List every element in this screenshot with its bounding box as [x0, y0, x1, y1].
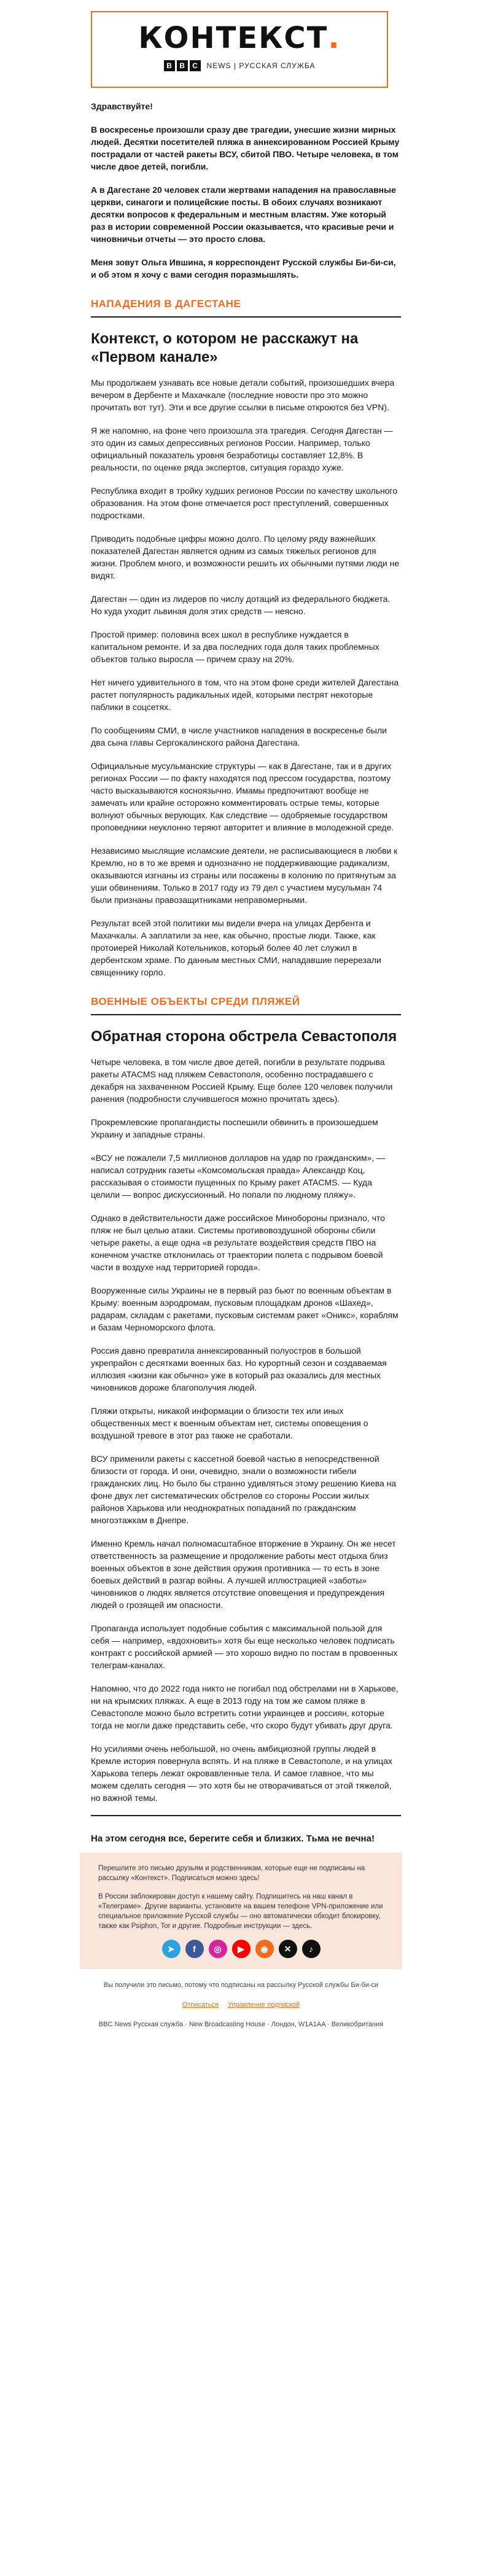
- article-paragraph: Республика входит в тройку худших регионов России по качеству школьного образования. На этом фоне отмечается рост преступлений, совершенных подростками.: [91, 486, 398, 520]
- divider: [91, 316, 401, 318]
- article-paragraph: Пляжи открыты, никакой информации о близости тех или иных общественных мест к военным объектам нет, системы оповещения о воздушной тревоге в этот раз также не сработали.: [91, 1406, 368, 1440]
- bbc-service-line: [92, 60, 387, 71]
- article-paragraph: Прокремлевские пропагандисты поспешили обвинить в произошедшем Украину и западные страны.: [91, 1117, 378, 1139]
- section-label: ВОЕННЫЕ ОБЪЕКТЫ СРЕДИ ПЛЯЖЕЙ: [91, 996, 300, 1007]
- section-title: Обратная сторона обстрела Севастополя: [91, 1028, 397, 1045]
- intro-paragraph: Меня зовут Ольга Ившина, я корреспондент Русской службы Би-би-си, и об этом я хочу с вами сегодня поразмышлять.: [91, 257, 396, 279]
- x-icon[interactable]: ✕: [279, 1940, 297, 1958]
- newsletter-body: [91, 100, 401, 1844]
- odnoklassniki-icon[interactable]: ◉: [255, 1940, 274, 1958]
- footer-box: [80, 1852, 402, 1969]
- bbc-logo: [164, 60, 201, 71]
- article-paragraph: Но усилиями очень небольшой, но очень амбициозной группы людей в Кремле история повернула вспять. И на пляже в Севастополе, и на улицах Харькова теперь лежат окровавленные тела. И самое главное, что мы можем сделать сегодня — это хотя бы не отворачиваться от этой тяжелой, но важной темы.: [91, 1744, 393, 1803]
- forward-note: Перешлите это письмо друзьям и родственникам, которые еще не подписаны на рассылку «Контекст». Подписаться можно здесь!: [98, 1865, 365, 1882]
- article-paragraph: ВСУ применили ракеты с кассетной боевой частью в непосредственной близости от города. И они, очевидно, знали о возможности гибели гражданских лиц. Но было бы странно удивляться этому решению Киева на фоне двух лет систематических обстрелов со стороны России жилых районов Харькова или неоднократных попаданий по гражданским многоэтажкам в Днепре.: [91, 1454, 397, 1525]
- footer-links: [0, 2000, 482, 2010]
- closing-line: На этом сегодня все, берегите себя и близких. Тьма не вечна!: [91, 1833, 375, 1844]
- access-note: В России заблокирован доступ к нашему сайту. Подпишитесь на наш канал в «Телеграме». Другие варианты, установите на вашем телефоне VPN-приложение или специальное приложение Русской службы — оно автоматически обходит блокировку, также как Psiphon, Tor и другие. Подробные инструкции — здесь.: [98, 1893, 383, 1930]
- intro-paragraph: А в Дагестане 20 человек стали жертвами нападения на православные церкви, синагоги и полицейские посты. В обоих случаях возникают десятки вопросов к федеральным и местным властям. Уже который раз в истории современной России оказывается, что красивые речи и чиновничьи отчеты — это просто слова.: [91, 185, 396, 244]
- bbc-letter: B: [164, 60, 175, 71]
- unsubscribe-link[interactable]: Отписаться: [182, 2001, 219, 2008]
- article-paragraph: Пропаганда использует подобные события с максимальной пользой для себя — например, «вдохновить» хотя бы еще несколько человек подписать контракт с российской армией — это хорошо видно по постам в провоенных телеграм-каналах.: [91, 1623, 398, 1670]
- article-paragraph: Мы продолжаем узнавать все новые детали событий, произошедших вчера вечером в Дербенте и Махачкале (последние новости про это можно прочитать вот тут). Эти и все другие ссылки в письме откроются без VPN).: [91, 378, 395, 412]
- section-label: НАПАДЕНИЯ В ДАГЕСТАНЕ: [91, 298, 241, 310]
- intro-paragraph: В воскресенье произошли сразу две трагедии, унесшие жизни мирных людей. Десятки посетителей пляжа в аннексированном Россией Крыму пострадали от частей ракеты ВСУ, сбитой ПВО. Четыре человека, в том числе двое детей, погибли.: [91, 125, 400, 171]
- bbc-letter: B: [177, 60, 188, 71]
- article-paragraph: Однако в действительности даже российское Минобороны признало, что пляж не был целью атаки. Системы противовоздушной обороны сбили четыре ракеты, а еще одна «в результате воздействия средств ПВО на конечном участке отклонилась от траектории полета с подрывом боевой части в воздухе над территорией города».: [91, 1213, 386, 1272]
- brand-logo: КОНТЕКСТ.: [138, 21, 341, 55]
- divider: [91, 1014, 401, 1015]
- youtube-icon[interactable]: ▶: [232, 1940, 251, 1958]
- section-title: Контекст, о котором не расскажут на «Первом канале»: [91, 330, 359, 365]
- article-paragraph: Вооруженные силы Украины не в первый раз бьют по военным объектам в Крыму: военным аэродромам, пусковым площадкам дронов «Шахед», радарам, складам с ракетами, пусковым системам ракет «Оникс», кораблям и базам Черноморского флота.: [91, 1286, 398, 1332]
- bbc-letter: C: [190, 60, 201, 71]
- article-paragraph: Результат всей этой политики мы видели вчера на улицах Дербента и Махачкалы. А заплатили за нее, как обычно, простые люди. Также, как протоиерей Николай Котельников, который более 40 лет служил в дербентском храме. По данным местных СМИ, нападавшие перерезали священнику горло.: [91, 918, 381, 977]
- social-icons: [98, 1940, 384, 1958]
- article-paragraph: Простой пример: половина всех школ в республике нуждается в капитальном ремонте. И за два последних года доля таких проблемных объектов только выросла — причем сразу на 20%.: [91, 630, 379, 664]
- article-paragraph: Напомню, что до 2022 года никто не погибал под обстрелами ни в Харькове, ни на крымских пляжах. А еще в 2013 году на том же самом пляже в Севастополе можно было встретить сотни украинцев и россиян, которые тогда не могли даже представить себе, что скоро будут убивать друг друга.: [91, 1684, 398, 1730]
- article-paragraph: По сообщениям СМИ, в числе участников нападения в воскресенье были два сына главы Сергокалинского района Дагестана.: [91, 725, 387, 747]
- article-paragraph: Я же напомню, на фоне чего произошла эта трагедия. Сегодня Дагестан — это один из самых депрессивных регионов России. Например, только официальный показатель уровня безработицы составляет 12,8%. В реальности, по оценке ряда экспертов, ситуация гораздо хуже.: [91, 426, 393, 472]
- article-paragraph: Приводить подобные цифры можно долго. По целому ряду важнейших показателей Дагестан является одним из самых тяжелых регионов для жизни. Проблем много, и возможности решить их обычными путями люди не видят.: [91, 534, 400, 580]
- signup-note: Вы получили это письмо, потому что подписаны на рассылку Русской службы Би-би-си: [103, 1981, 379, 1989]
- section-body: [91, 377, 401, 978]
- instagram-icon[interactable]: ◎: [209, 1940, 227, 1958]
- footer-bottom: [0, 1980, 482, 2029]
- newsletter: [0, 11, 482, 2029]
- greeting: Здравствуйте!: [91, 101, 153, 111]
- tiktok-icon[interactable]: ♪: [302, 1940, 321, 1958]
- newsletter-header: [91, 11, 388, 88]
- article-paragraph: Официальные мусульманские структуры — как в Дагестане, так и в других регионах России — по факту находятся под прессом государства, поэтому часто высказываются косноязычно. Имамы предпочитают вообще не замечать или крайне осторожно комментировать острые темы, которые волнуют обычных верующих. Как следствие — одобряемые государством проповедники неуклонно теряют авторитет и влияние в молодежной среде.: [91, 761, 394, 832]
- manage-subscription-link[interactable]: Управление подпиской: [228, 2001, 300, 2008]
- service-name: NEWS | РУССКАЯ СЛУЖБА: [206, 61, 316, 70]
- article-paragraph: Именно Кремль начал полномасштабное вторжение в Украину. Он же несет ответственность за размещение и продолжение работы мест отдыха близ военных объектов в зоне действия оружия противника — то есть в зоне боевых действий в разгар войны. А лучшей иллюстрацией «заботы» чиновников о людях является отсутствие оповещения и предупреждения людей о грозящей им опасности.: [91, 1539, 396, 1610]
- divider: [91, 1815, 401, 1816]
- article-paragraph: Россия давно превратила аннексированный полуостров в большой укрепрайон с десятками военных баз. Но курортный сезон и создаваемая иллюзия «жизни как обычно» уже в который раз оказались для местных чиновников дороже благополучия людей.: [91, 1346, 387, 1392]
- postal-address: BBC News Русская служба · New Broadcasting House · Лондон, W1A1AA · Великобритания: [98, 2021, 384, 2028]
- section-body: [91, 1056, 401, 1804]
- facebook-icon[interactable]: f: [185, 1940, 204, 1958]
- article-paragraph: «ВСУ не пожалели 7,5 миллионов долларов на удар по гражданским», — написал сотрудник газеты «Комсомольская правда» Александр Коц, рассказывая о стоимости пущенных по Крыму ракет ATACMS. — Куда целили — вопрос дискуссионный. Но попали по людному пляжу».: [91, 1153, 386, 1200]
- telegram-icon[interactable]: ➤: [162, 1940, 181, 1958]
- article-paragraph: Нет ничего удивительного в том, что на этом фоне среди жителей Дагестана растет популярность радикальных идей, которыми пестрят некоторые паблики в соцсетях.: [91, 677, 399, 712]
- article-paragraph: Независимо мыслящие исламские деятели, не расписывающиеся в любви к Кремлю, но в то же время и однозначно не поддерживающие радикализм, оказываются изгнаны из страны или посажены в колонию по притянутым за уши обвинениям. Только в 2017 году из 79 дел с участием мусульман 74 были признаны правозащитниками неправомерными.: [91, 846, 398, 905]
- article-paragraph: Дагестан — один из лидеров по числу дотаций из федерального бюджета. Но куда уходит львиная доля этих средств — неясно.: [91, 594, 391, 616]
- article-paragraph: Четыре человека, в том числе двое детей, погибли в результате подрыва ракеты ATACMS над пляжем Севастополя, особенно пострадавшего с декабря на захваченном Россией Крыму. Еще более 120 человек получили ранения (подробности случившегося можно прочитать здесь).: [91, 1057, 393, 1104]
